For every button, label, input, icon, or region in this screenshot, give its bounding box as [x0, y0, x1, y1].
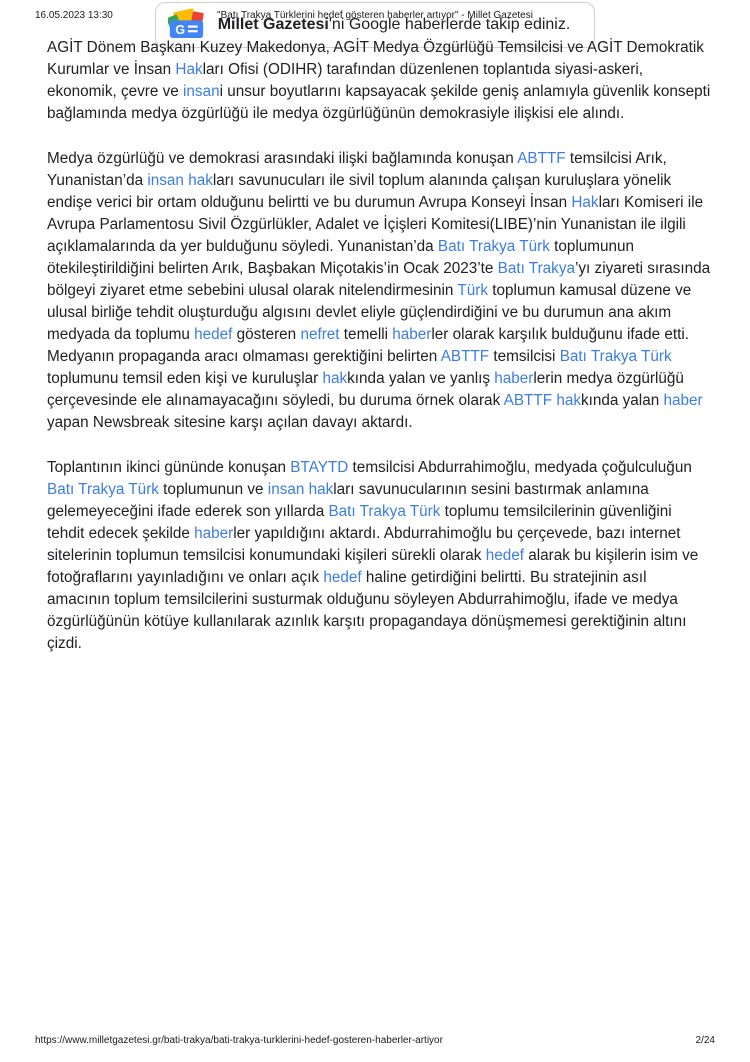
paragraph-text: kında yalan [580, 392, 664, 409]
paragraph-text: toplumunun ötekileştirildiğini belirten Arık, Başbakan Miçotakis’in Ocak 2023’te [47, 238, 635, 277]
paragraph-text: ları Komiseri ile Avrupa Parlamentosu Sivil Özgürlükler, Adalet ve İçişleri Komitesi(LIBE)’nin Yunanistan ile ilgili açıklamalarında da yer bulduğunu söyledi. Yunanistan’da [47, 194, 704, 255]
print-header-title: "Batı Trakya Türklerini hedef gösteren haberler artıyor" - Millet Gazetesi [217, 10, 533, 21]
article-paragraph [47, 37, 711, 125]
inline-link[interactable]: hedef [194, 326, 233, 343]
inline-link[interactable]: Hak [175, 61, 203, 78]
inline-link[interactable]: BTAYTD [290, 459, 349, 476]
print-header [35, 9, 715, 23]
inline-link[interactable]: insan hak [147, 172, 213, 189]
paragraph-text: lerin medya özgürlüğü çerçevesinde ele alınamayacağını söyledi, bu duruma örnek olarak [47, 370, 684, 409]
inline-link[interactable]: insan hak [267, 481, 334, 498]
inline-link[interactable]: ABTTF hak [503, 392, 581, 409]
inline-link[interactable]: Batı Trakya Türk [47, 481, 159, 498]
inline-link[interactable]: haber [494, 370, 534, 387]
inline-link[interactable]: insan [183, 83, 220, 100]
paragraph-text: toplumunu temsil eden kişi ve kuruluşlar [47, 370, 323, 387]
inline-link[interactable]: haber [392, 326, 432, 343]
inline-link[interactable]: Batı Trakya [497, 260, 575, 277]
inline-link[interactable]: hedef [485, 547, 524, 564]
paragraph-text: toplumunun ve [158, 481, 268, 498]
paragraph-text: alarak bu kişilerin isim ve fotoğraflarını yayınladığını ve onları açık [47, 547, 699, 586]
paragraph-text: temsilcisi Arık, Yunanistan’da [47, 150, 667, 189]
paragraph-text: temsilcisi [489, 348, 560, 365]
inline-link[interactable]: Batı Trakya Türk [559, 348, 672, 365]
inline-link[interactable]: hak [322, 370, 348, 387]
inline-link[interactable]: nefret [300, 326, 340, 343]
print-datetime: 16.05.2023 13:30 [35, 10, 113, 21]
paragraph-text: temelli [339, 326, 393, 343]
inline-link[interactable]: haber [663, 392, 703, 409]
paragraph-text: gösteren [232, 326, 301, 343]
paragraph-text: ler olarak karşılık bulduğunu ifade etti. Medyanın propaganda aracı olmaması gerektiğini belirten [47, 326, 690, 365]
article-paragraph [47, 457, 711, 655]
paragraph-text: ’yı ziyareti sırasında bölgeyi ziyaret etme sebebini ulusal olarak nitelendirmesinin [47, 260, 711, 299]
footer-url: https://www.milletgazetesi.gr/bati-trakya/bati-trakya-turklerini-hedef-gosteren-haberler-artiyor [35, 1035, 443, 1046]
paragraph-text: haline getirdiğini belirtti. Bu stratejinin asıl amacının toplum temsilcilerini susturmak olduğunu söyleyen Abdurrahimoğlu, ifade ve medya özgürlüğünün kötüye kullanılarak azınlık karşıtı propagandaya dönüşmemesi gerektiğinin altını çizdi. [47, 569, 687, 652]
paragraph-text: AGİT Dönem Başkanı Kuzey Makedonya, AGİT Medya Özgürlüğü Temsilcisi ve AGİT Demokratik Kurumlar ve İnsan [47, 39, 704, 78]
inline-link[interactable]: haber [194, 525, 234, 542]
paragraph-text: yapan Newsbreak sitesine karşı açılan davayı aktardı. [47, 414, 413, 431]
inline-link[interactable]: Batı Trakya Türk [328, 503, 441, 520]
brand-name: Millet Gazetesi [217, 16, 329, 33]
paragraph-text: ları savunucularının sesini bastırmak anlamına gelemeyeceğini ifade ederek son yıllarda [47, 481, 649, 520]
paragraph-text: ları Ofisi (ODIHR) tarafından düzenlenen toplantıda siyasi-askeri, ekonomik, çevre ve [47, 61, 643, 100]
inline-link[interactable]: hedef [323, 569, 362, 586]
article-paragraph [47, 148, 711, 434]
print-footer [35, 1035, 715, 1046]
inline-link[interactable]: Batı Trakya Türk [437, 238, 550, 255]
inline-link[interactable]: Hak [571, 194, 599, 211]
paragraph-text: ları savunucuları ile sivil toplum alanında çalışan kuruluşlara yönelik endişe verici bir ortam olduğunu belirtti ve bu durumun Avrupa Konseyi İnsan [47, 172, 672, 211]
paragraph-text: Toplantının ikinci gününde konuşan [47, 459, 291, 476]
paragraph-text: ler yapıldığını aktardı. Abdurrahimoğlu bu çerçevede, bazı internet sitelerinin toplumun temsilcisi konumundaki kişileri sürekli olarak [47, 525, 681, 564]
paragraph-text: i unsur boyutlarını kapsayacak şekilde geniş anlamıyla güvenlik konsepti bağlamında medya özgürlüğü ile medya özgürlüğünün demokrasiyle ilişkisi ele alındı. [47, 83, 711, 122]
inline-link[interactable]: Türk [457, 282, 489, 299]
paragraph-text: toplumu temsilcilerinin güvenliğini tehdit edecek şekilde [47, 503, 672, 542]
svg-text:G: G [175, 23, 185, 38]
paragraph-text: temsilcisi Abdurrahimoğlu, medyada çoğulculuğun [348, 459, 692, 476]
paragraph-text: toplumun kamusal düzene ve ulusal birliğe tehdit oluşturduğu algısını devlet eliyle güçlendirdiğini ve bu durumun ana akım medyada da toplumu [47, 282, 692, 343]
follow-suffix: 'ni Google haberlerde takip ediniz. [328, 16, 571, 33]
paragraph-text: kında yalan ve yanlış [347, 370, 495, 387]
page-number: 2/24 [695, 1035, 715, 1046]
inline-link[interactable]: ABTTF [517, 150, 566, 167]
article-body [47, 37, 711, 660]
inline-link[interactable]: ABTTF [440, 348, 490, 365]
paragraph-text: Medya özgürlüğü ve demokrasi arasındaki ilişki bağlamında konuşan [47, 150, 518, 167]
